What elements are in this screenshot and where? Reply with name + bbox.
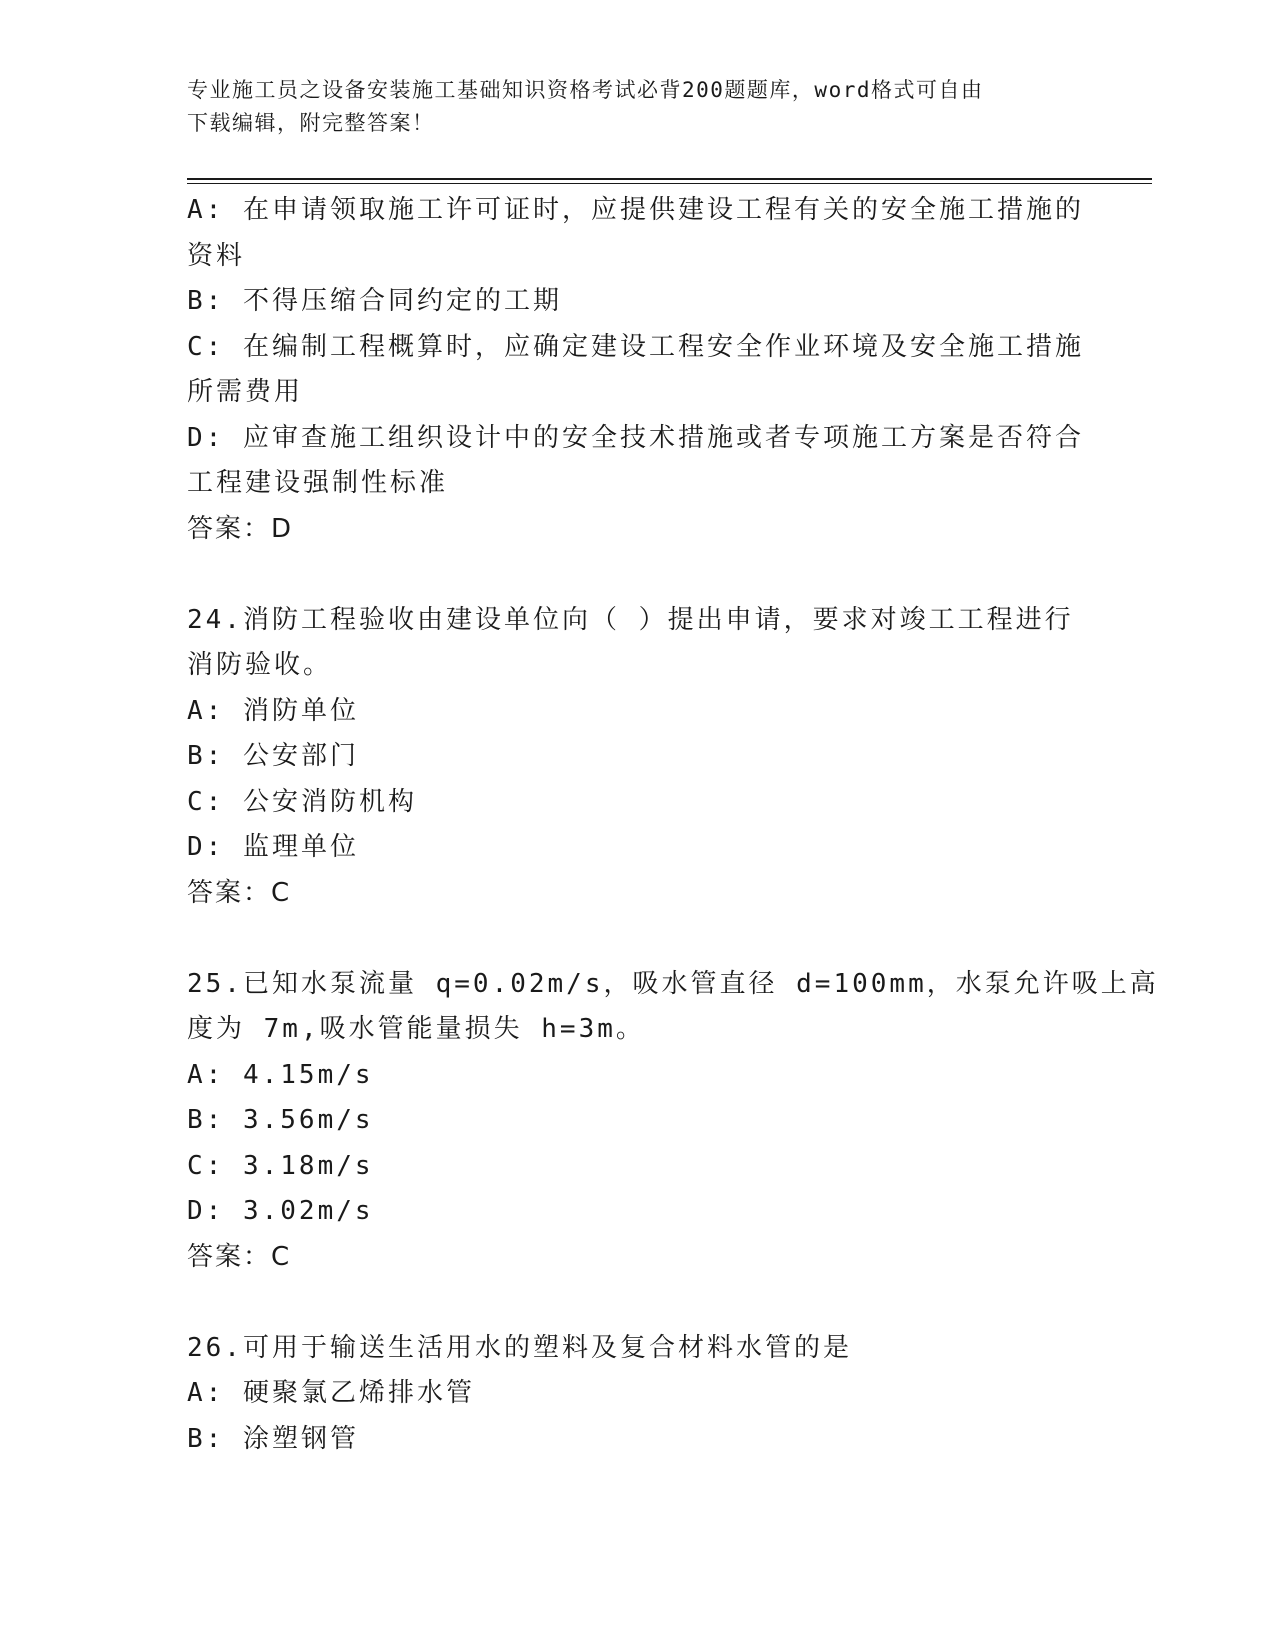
spacer xyxy=(187,1280,1087,1326)
header-line: 专业施工员之设备安装施工基础知识资格考试必背200题题库，word格式可自由 xyxy=(187,78,984,102)
option-b: B: 公安部门 xyxy=(187,741,359,771)
question-text: 25.已知水泵流量 q=0.02m/s，吸水管直径 d=100mm，水泵允许吸上高 xyxy=(187,968,1159,999)
option-d: D: 应审查施工组织设计中的安全技术措施或者专项施工方案是否符合 xyxy=(187,422,1084,453)
header-divider xyxy=(187,178,1152,180)
spacer xyxy=(187,916,1087,962)
option-c: C: 在编制工程概算时，应确定建设工程安全作业环境及安全施工措施 xyxy=(187,331,1084,362)
question-text: 26.可用于输送生活用水的塑料及复合材料水管的是 xyxy=(187,1332,852,1363)
question-26 xyxy=(187,1326,1087,1463)
option-c: C: 公安消防机构 xyxy=(187,786,417,817)
question-23 xyxy=(187,188,1087,552)
question-text-continued: 消防验收。 xyxy=(187,650,333,680)
option-b: B: 3.56m/s xyxy=(187,1105,374,1135)
answer: 答案：C xyxy=(187,877,292,908)
option-d: D: 监理单位 xyxy=(187,832,359,862)
option-a: A: 硬聚氯乙烯排水管 xyxy=(187,1378,475,1408)
option-a-continued: 资料 xyxy=(187,240,246,271)
option-c-continued: 所需费用 xyxy=(187,377,304,407)
option-b: B: 不得压缩合同约定的工期 xyxy=(187,286,562,316)
option-a: A: 在申请领取施工许可证时，应提供建设工程有关的安全施工措施的 xyxy=(187,195,1084,225)
question-text-continued: 度为 7m,吸水管能量损失 h=3m。 xyxy=(187,1014,645,1044)
answer: 答案：C xyxy=(187,1241,292,1272)
option-b: B: 涂塑钢管 xyxy=(187,1423,359,1454)
option-a: A: 4.15m/s xyxy=(187,1059,374,1090)
question-24 xyxy=(187,598,1087,917)
option-d-continued: 工程建设强制性标准 xyxy=(187,468,449,498)
option-c: C: 3.18m/s xyxy=(187,1150,374,1181)
document-header xyxy=(187,74,1087,140)
question-content xyxy=(187,188,1159,1462)
spacer xyxy=(187,552,1087,598)
option-d: D: 3.02m/s xyxy=(187,1196,374,1226)
header-divider-thin xyxy=(187,183,1152,184)
header-line: 下载编辑，附完整答案！ xyxy=(187,111,435,135)
question-25 xyxy=(187,962,1159,1281)
question-text: 24.消防工程验收由建设单位向（ ）提出申请，要求对竣工工程进行 xyxy=(187,604,1074,635)
option-a: A: 消防单位 xyxy=(187,695,359,726)
answer: 答案：D xyxy=(187,513,294,544)
